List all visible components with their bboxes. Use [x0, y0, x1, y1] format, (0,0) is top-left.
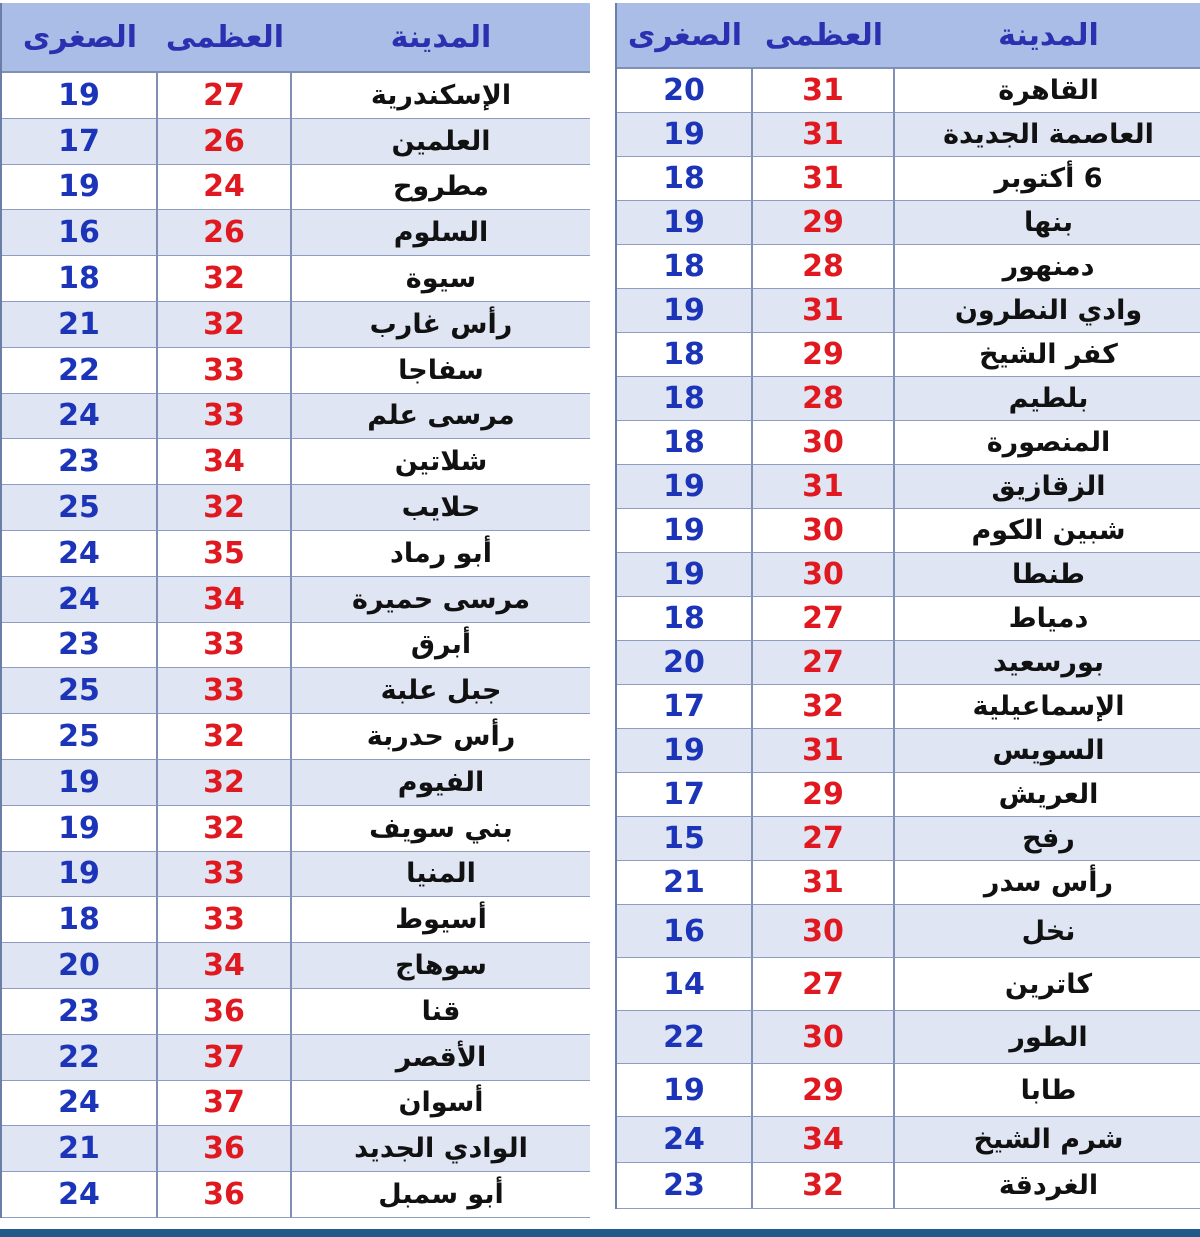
- max-temp-cell: 30: [753, 509, 895, 553]
- city-name-cell: جبل علبة: [292, 668, 590, 714]
- city-name-cell: رأس سدر: [895, 861, 1200, 905]
- min-temp-cell: 20: [617, 69, 753, 113]
- min-temp-cell: 21: [617, 861, 753, 905]
- max-temp-cell: 34: [158, 943, 292, 989]
- min-temp-cell: 23: [617, 1163, 753, 1209]
- city-name-cell: أسوان: [292, 1081, 590, 1127]
- min-temp-cell: 23: [2, 439, 158, 485]
- min-temp-cell: 25: [2, 714, 158, 760]
- city-name-cell: نخل: [895, 905, 1200, 958]
- max-temp-cell: 28: [753, 377, 895, 421]
- min-temp-cell: 19: [617, 113, 753, 157]
- city-name-cell: الغردقة: [895, 1163, 1200, 1209]
- max-temp-cell: 31: [753, 113, 895, 157]
- min-temp-cell: 20: [617, 641, 753, 685]
- max-temp-cell: 28: [753, 245, 895, 289]
- max-temp-cell: 36: [158, 1126, 292, 1172]
- max-temp-cell: 34: [158, 577, 292, 623]
- max-temp-cell: 27: [753, 597, 895, 641]
- max-temp-cell: 27: [753, 641, 895, 685]
- min-temp-cell: 17: [617, 773, 753, 817]
- city-name-cell: سيوة: [292, 256, 590, 302]
- max-temp-cell: 29: [753, 333, 895, 377]
- max-temp-header: العظمى: [753, 3, 895, 69]
- city-name-cell: الطور: [895, 1011, 1200, 1064]
- city-name-cell: المنصورة: [895, 421, 1200, 465]
- min-temp-cell: 24: [2, 577, 158, 623]
- min-temp-cell: 24: [2, 531, 158, 577]
- max-temp-header: العظمى: [158, 3, 292, 73]
- min-temp-cell: 18: [617, 157, 753, 201]
- city-name-cell: السويس: [895, 729, 1200, 773]
- min-temp-cell: 24: [2, 394, 158, 440]
- city-name-cell: طنطا: [895, 553, 1200, 597]
- max-temp-cell: 33: [158, 668, 292, 714]
- city-name-cell: سفاجا: [292, 348, 590, 394]
- max-temp-cell: 32: [158, 806, 292, 852]
- max-temp-cell: 32: [158, 760, 292, 806]
- max-temp-cell: 31: [753, 157, 895, 201]
- max-temp-cell: 33: [158, 852, 292, 898]
- max-temp-cell: 33: [158, 897, 292, 943]
- city-name-cell: كفر الشيخ: [895, 333, 1200, 377]
- max-temp-cell: 32: [753, 1163, 895, 1209]
- left-temperature-table: [0, 3, 588, 1218]
- min-temp-header: الصغرى: [617, 3, 753, 69]
- max-temp-cell: 31: [753, 69, 895, 113]
- city-name-cell: حلايب: [292, 485, 590, 531]
- min-temp-cell: 16: [2, 210, 158, 256]
- city-name-cell: أبو رماد: [292, 531, 590, 577]
- city-header: المدينة: [895, 3, 1200, 69]
- min-temp-cell: 18: [2, 256, 158, 302]
- max-temp-cell: 33: [158, 348, 292, 394]
- city-name-cell: مطروح: [292, 165, 590, 211]
- max-temp-cell: 27: [158, 73, 292, 119]
- max-temp-cell: 26: [158, 119, 292, 165]
- min-temp-cell: 23: [2, 623, 158, 669]
- city-name-cell: العريش: [895, 773, 1200, 817]
- min-temp-cell: 19: [2, 165, 158, 211]
- max-temp-cell: 34: [158, 439, 292, 485]
- max-temp-cell: 30: [753, 553, 895, 597]
- min-temp-cell: 18: [617, 597, 753, 641]
- max-temp-cell: 30: [753, 1011, 895, 1064]
- min-temp-cell: 21: [2, 302, 158, 348]
- city-name-cell: رفح: [895, 817, 1200, 861]
- city-name-cell: القاهرة: [895, 69, 1200, 113]
- min-temp-cell: 20: [2, 943, 158, 989]
- min-temp-cell: 18: [2, 897, 158, 943]
- city-name-cell: بنها: [895, 201, 1200, 245]
- min-temp-cell: 14: [617, 958, 753, 1011]
- city-name-cell: بورسعيد: [895, 641, 1200, 685]
- min-temp-cell: 23: [2, 989, 158, 1035]
- city-name-cell: العلمين: [292, 119, 590, 165]
- min-temp-cell: 22: [2, 1035, 158, 1081]
- min-temp-cell: 16: [617, 905, 753, 958]
- max-temp-cell: 29: [753, 1064, 895, 1117]
- city-name-cell: دمياط: [895, 597, 1200, 641]
- city-name-cell: مرسى علم: [292, 394, 590, 440]
- city-header: المدينة: [292, 3, 590, 73]
- min-temp-cell: 21: [2, 1126, 158, 1172]
- min-temp-cell: 19: [2, 73, 158, 119]
- min-temp-cell: 17: [2, 119, 158, 165]
- city-name-cell: شلاتين: [292, 439, 590, 485]
- city-name-cell: الفيوم: [292, 760, 590, 806]
- min-temp-cell: 24: [2, 1172, 158, 1218]
- max-temp-cell: 31: [753, 289, 895, 333]
- min-temp-cell: 19: [617, 465, 753, 509]
- min-temp-cell: 24: [2, 1081, 158, 1127]
- city-name-cell: دمنهور: [895, 245, 1200, 289]
- max-temp-cell: 31: [753, 861, 895, 905]
- max-temp-cell: 35: [158, 531, 292, 577]
- min-temp-cell: 19: [617, 509, 753, 553]
- max-temp-cell: 27: [753, 958, 895, 1011]
- min-temp-cell: 18: [617, 421, 753, 465]
- min-temp-cell: 18: [617, 245, 753, 289]
- max-temp-cell: 26: [158, 210, 292, 256]
- city-name-cell: أبو سمبل: [292, 1172, 590, 1218]
- min-temp-cell: 19: [617, 289, 753, 333]
- min-temp-cell: 19: [617, 553, 753, 597]
- min-temp-cell: 24: [617, 1117, 753, 1163]
- city-name-cell: الزقازيق: [895, 465, 1200, 509]
- city-name-cell: المنيا: [292, 852, 590, 898]
- city-name-cell: شرم الشيخ: [895, 1117, 1200, 1163]
- city-name-cell: وادي النطرون: [895, 289, 1200, 333]
- right-temperature-table: [615, 3, 1200, 1209]
- city-name-cell: بلطيم: [895, 377, 1200, 421]
- min-temp-cell: 19: [617, 201, 753, 245]
- max-temp-cell: 32: [158, 302, 292, 348]
- city-name-cell: كاترين: [895, 958, 1200, 1011]
- city-name-cell: أبرق: [292, 623, 590, 669]
- city-name-cell: طابا: [895, 1064, 1200, 1117]
- city-name-cell: 6 أكتوبر: [895, 157, 1200, 201]
- min-temp-cell: 25: [2, 668, 158, 714]
- max-temp-cell: 32: [158, 256, 292, 302]
- min-temp-cell: 18: [617, 377, 753, 421]
- min-temp-header: الصغرى: [2, 3, 158, 73]
- min-temp-cell: 19: [2, 760, 158, 806]
- city-name-cell: مرسى حميرة: [292, 577, 590, 623]
- max-temp-cell: 32: [753, 685, 895, 729]
- max-temp-cell: 30: [753, 421, 895, 465]
- city-name-cell: السلوم: [292, 210, 590, 256]
- max-temp-cell: 30: [753, 905, 895, 958]
- max-temp-cell: 29: [753, 201, 895, 245]
- max-temp-cell: 24: [158, 165, 292, 211]
- min-temp-cell: 18: [617, 333, 753, 377]
- city-name-cell: العاصمة الجديدة: [895, 113, 1200, 157]
- max-temp-cell: 32: [158, 714, 292, 760]
- city-name-cell: قنا: [292, 989, 590, 1035]
- min-temp-cell: 19: [2, 852, 158, 898]
- max-temp-cell: 32: [158, 485, 292, 531]
- min-temp-cell: 22: [617, 1011, 753, 1064]
- max-temp-cell: 29: [753, 773, 895, 817]
- city-name-cell: الإسكندرية: [292, 73, 590, 119]
- max-temp-cell: 37: [158, 1081, 292, 1127]
- max-temp-cell: 31: [753, 465, 895, 509]
- min-temp-cell: 19: [2, 806, 158, 852]
- city-name-cell: الأقصر: [292, 1035, 590, 1081]
- max-temp-cell: 36: [158, 989, 292, 1035]
- city-name-cell: رأس حدربة: [292, 714, 590, 760]
- min-temp-cell: 19: [617, 729, 753, 773]
- city-name-cell: رأس غارب: [292, 302, 590, 348]
- max-temp-cell: 33: [158, 623, 292, 669]
- min-temp-cell: 19: [617, 1064, 753, 1117]
- max-temp-cell: 31: [753, 729, 895, 773]
- max-temp-cell: 36: [158, 1172, 292, 1218]
- city-name-cell: الإسماعيلية: [895, 685, 1200, 729]
- city-name-cell: شبين الكوم: [895, 509, 1200, 553]
- min-temp-cell: 15: [617, 817, 753, 861]
- max-temp-cell: 33: [158, 394, 292, 440]
- city-name-cell: أسيوط: [292, 897, 590, 943]
- city-name-cell: الوادي الجديد: [292, 1126, 590, 1172]
- max-temp-cell: 27: [753, 817, 895, 861]
- city-name-cell: سوهاج: [292, 943, 590, 989]
- city-name-cell: بني سويف: [292, 806, 590, 852]
- min-temp-cell: 17: [617, 685, 753, 729]
- max-temp-cell: 37: [158, 1035, 292, 1081]
- bottom-border-bar: [0, 1229, 1200, 1237]
- min-temp-cell: 25: [2, 485, 158, 531]
- max-temp-cell: 34: [753, 1117, 895, 1163]
- min-temp-cell: 22: [2, 348, 158, 394]
